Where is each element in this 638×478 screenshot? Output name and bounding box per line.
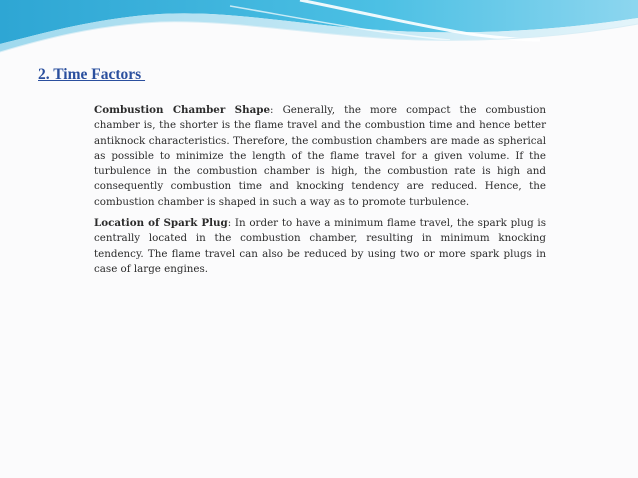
decorative-wave-header bbox=[0, 0, 638, 60]
section-heading: 2. Time Factors bbox=[38, 66, 146, 83]
term-combustion-chamber-shape: Combustion Chamber Shape bbox=[94, 104, 271, 116]
paragraph-location-of-spark-plug bbox=[94, 216, 546, 277]
paragraph-text: : Generally, the more compact the combustion chamber is, the shorter is the flame travel and the combustion time and hence better antiknock characteristics. Therefore, the combustion chambers are made as spherical as possible to minimize the length of the flame travel for a given volume. If the turbulence in the combustion chamber is high, the combustion rate is high and consequently combustion time and knocking tendency are reduced. Hence, the combustion chamber is shaped in such a way as to promote turbulence. bbox=[94, 104, 546, 208]
paragraph-text: : In order to have a minimum flame travel, the spark plug is centrally located in the combustion chamber, resulting in minimum knocking tendency. The flame travel can also be reduced by using two or more spark plugs in case of large engines. bbox=[94, 217, 546, 275]
body-text bbox=[94, 103, 546, 277]
paragraph-combustion-chamber-shape bbox=[94, 103, 546, 210]
term-location-of-spark-plug: Location of Spark Plug bbox=[94, 217, 228, 230]
